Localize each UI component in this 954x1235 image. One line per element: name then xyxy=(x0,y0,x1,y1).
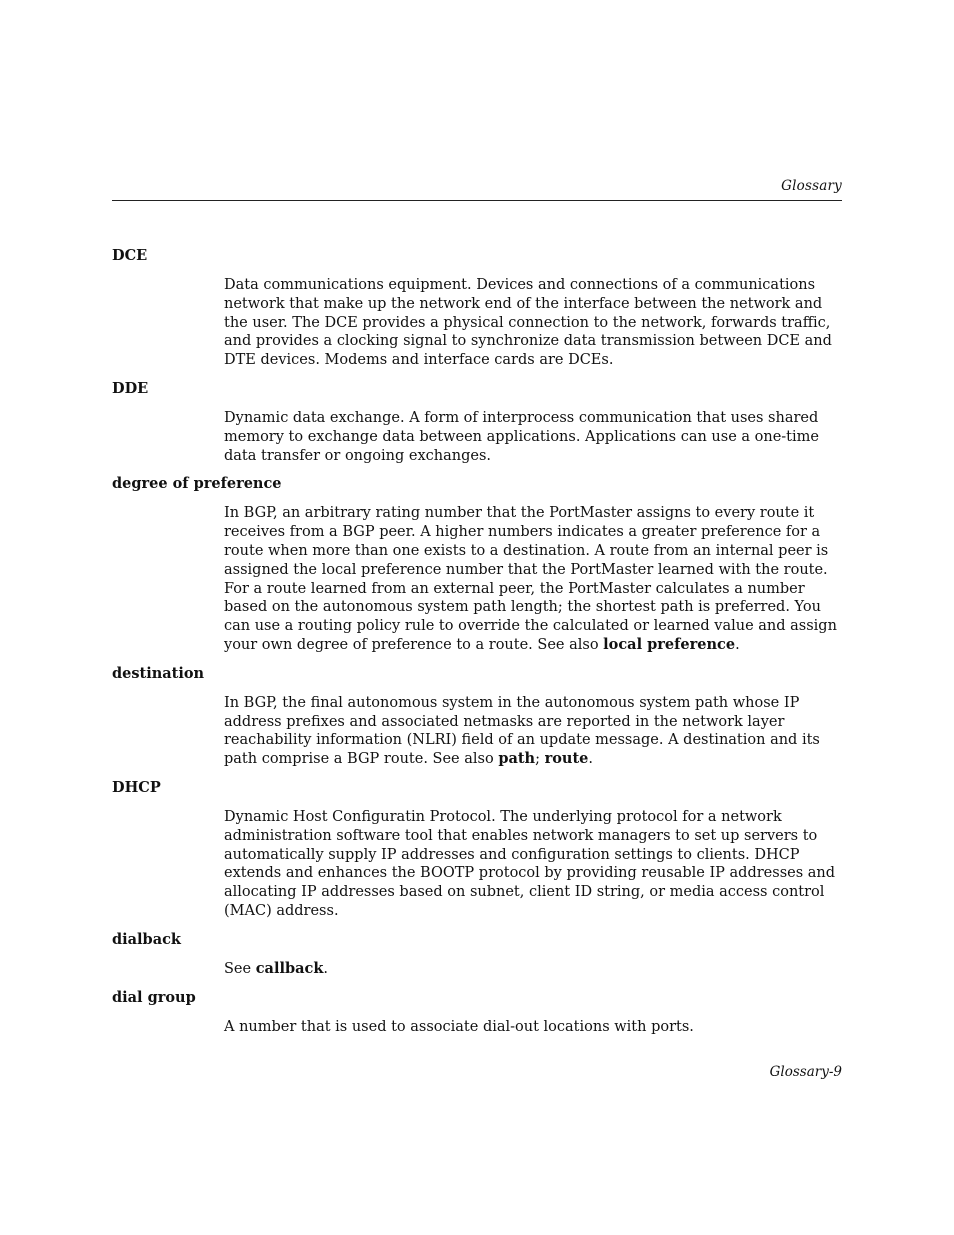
definition-end: . xyxy=(323,960,328,977)
glossary-term: DCE xyxy=(112,247,148,264)
definition-text: Dynamic data exchange. A form of interprocess communication that uses shared memory to exchange data between applications. Applications can use a one-time data transfer or ongoing exchanges. xyxy=(224,409,819,464)
glossary-entry-dialback xyxy=(112,930,842,979)
definition-end: . xyxy=(588,751,593,768)
glossary-term: dialback xyxy=(112,930,181,948)
cross-reference: local preference xyxy=(603,635,736,653)
glossary-definition xyxy=(224,409,842,465)
glossary-entry-dial-group xyxy=(112,988,842,1037)
page-number: Glossary-9 xyxy=(769,1064,842,1080)
glossary-definition xyxy=(224,808,842,921)
glossary-entry-dde xyxy=(112,379,842,465)
definition-text: In BGP, the final autonomous system in the autonomous system path whose IP address prefixes and associated netmasks are reported in the network layer reachability information (NLRI) field of an update message. A destination and its path comprise a BGP route. See also xyxy=(224,694,820,768)
running-header xyxy=(112,178,842,201)
glossary-definition xyxy=(224,276,842,370)
glossary-term: DHCP xyxy=(112,778,161,796)
glossary-definition xyxy=(224,504,842,654)
cross-reference: route xyxy=(544,750,589,768)
glossary-definition xyxy=(224,694,842,769)
glossary-definition xyxy=(224,1018,842,1037)
cross-reference: callback xyxy=(255,959,324,977)
definition-text: Data communications equipment. Devices and connections of a communications network that make up the network end of the interface between the network and the user. The DCE provides a physical connection to the network, forwards traffic, and provides a clocking signal to synchronize data transmission between DCE and DTE devices. Modems and interface cards are DCEs. xyxy=(224,277,832,369)
glossary-term: DDE xyxy=(112,379,149,397)
glossary-entry-dce xyxy=(112,246,842,370)
glossary-term: dial group xyxy=(112,988,196,1006)
glossary-entry-dhcp xyxy=(112,778,842,921)
reference-separator: ; xyxy=(535,751,540,768)
definition-text: See xyxy=(224,960,252,977)
glossary-definition xyxy=(224,960,842,979)
glossary-term: destination xyxy=(112,664,205,682)
definition-text: In BGP, an arbitrary rating number that the PortMaster assigns to every route it receives from a BGP peer. A higher numbers indicates a greater preference for a route when more than one exists to a destination. A route from an internal peer is assigned the local preference number that the PortMaster learned with the route. For a route learned from an external peer, the PortMaster calculates a number based on the autonomous system path length; the shortest path is preferred. You can use a routing policy rule to override the calculated or learned value and assign your own degree of preference to a route. See also xyxy=(224,505,837,653)
definition-text: A number that is used to associate dial-out locations with ports. xyxy=(224,1018,694,1035)
glossary-entry-degree-of-preference xyxy=(112,474,842,654)
glossary-term: degree of preference xyxy=(112,475,282,493)
glossary-entry-destination xyxy=(112,664,842,769)
definition-text: Dynamic Host Configuratin Protocol. The underlying protocol for a network administration software tool that enables network managers to set up servers to automatically supply IP addresses and configuration settings to clients. DHCP extends and enhances the BOOTP protocol by providing reusable IP addresses and allocating IP addresses based on subnet, client ID string, or media access control (MAC) address. xyxy=(224,808,836,919)
header-section-name: Glossary xyxy=(781,178,842,194)
glossary-entries xyxy=(112,246,842,1045)
definition-end: . xyxy=(735,636,740,653)
cross-reference: path xyxy=(498,750,536,768)
